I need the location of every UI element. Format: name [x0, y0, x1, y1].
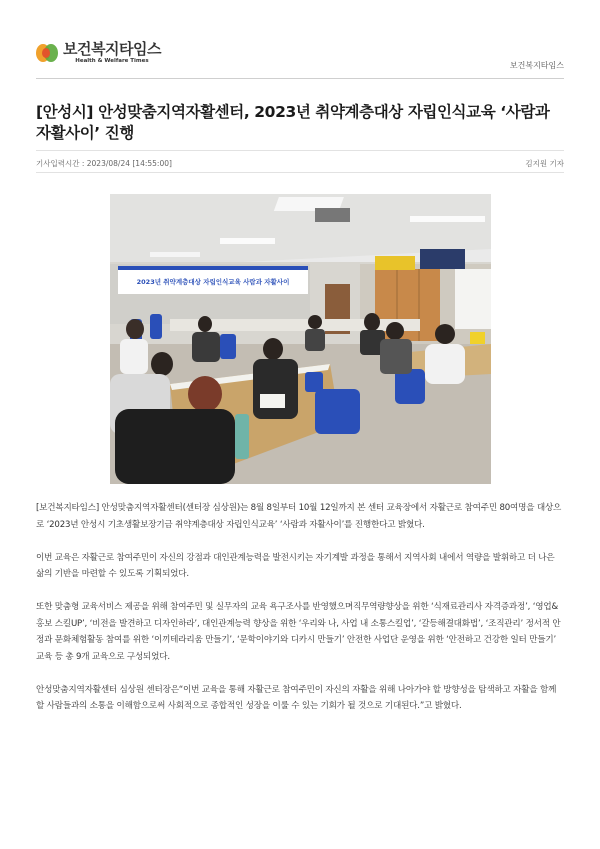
- site-header: [36, 38, 564, 74]
- logo-icon: [36, 42, 58, 64]
- publish-time: 기사입력시간 : 2023/08/24 [14:55:00]: [36, 159, 172, 168]
- logo-name: 보건복지타임스: [63, 40, 161, 58]
- article-paragraph: [보건복지타임스] 안성맞춤지역자활센터(센터장 심상원)는 8월 8일부터 10월 12일까지 본 센터 교육장에서 자활근로 참여주민 80여명을 대상으로 ‘2023년 안성시 기초생활보장기금 취약계층대상 자립인식교육’ ‘사람과 자활사이’를 진행한다고 밝혔다.: [36, 503, 562, 530]
- header-divider: [36, 78, 564, 79]
- article-paragraph: 이번 교육은 자활근로 참여주민이 자신의 강점과 대인관계능력을 발전시키는 자기계발 과정을 통해서 지역사회 내에서 역량을 발휘하고 더 나은 삶의 기반을 마련할 수 있도록 기획되었다.: [36, 552, 555, 579]
- author-name: 김지원 기자: [525, 159, 564, 168]
- article-photo: [110, 194, 491, 484]
- publisher-name: 보건복지타임스: [509, 61, 564, 70]
- banner-text: 2023년 취약계층대상 자립인식교육 사람과 자활사이: [136, 278, 290, 286]
- meta-divider-top: [36, 150, 564, 151]
- article-paragraph: 또한 맞춤형 교육서비스 제공을 위해 참여주민 및 실무자의 교육 욕구조사를 반영했으며직무역량향상을 위한 ‘식재료관리사 자격증과정’, ‘영업&홍보 스킬UP’, ‘비전을 발견하고 디자인하라’, 대인관계능력 향상을 위한 ‘우리와 나, 사업 내 소통스킬업’, ‘갈등해결대화법’, ‘조직관리’ 정서적 안정과 문화체험활동 참여를 위한 ‘이끼테라리움 만들기’, ‘문학이야기와 디카시 만들기’ 안전한 사업단 운영을 위한 ‘안전하고 건강한 일터 만들기’ 교육 등 총 9개 교육으로 구성되었다.: [36, 602, 561, 662]
- article-body: [36, 500, 564, 731]
- article-title: [안성시] 안성맞춤지역자활센터, 2023년 취약계층대상 자립인식교육 ‘사람과 자활사이’ 진행: [36, 103, 550, 143]
- article-paragraph: 안성맞춤지역자활센터 심상원 센터장은“이번 교육을 통해 자활근로 참여주민이 자신의 자활을 위해 나아가야 할 방향성을 탐색하고 자활을 함께할 사람들과의 소통을 이해함으로써 사회적으로 종합적인 성장을 이룰 수 있는 기회가 될 것으로 기대된다.”고 밝혔다.: [36, 684, 557, 711]
- site-logo[interactable]: [36, 42, 161, 65]
- meta-divider-bottom: [36, 172, 564, 173]
- logo-subtitle: Health & Welfare Times: [75, 58, 149, 64]
